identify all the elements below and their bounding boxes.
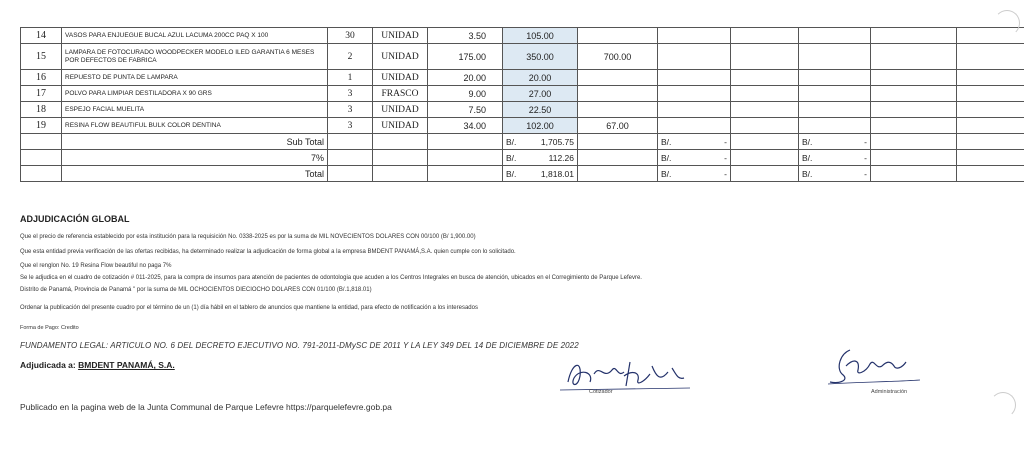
- item-unit-price: 7.50: [428, 102, 503, 118]
- summary-amount-2: [658, 134, 731, 150]
- currency: B/.: [661, 136, 672, 147]
- empty-cell: [871, 86, 957, 102]
- empty-cell: [871, 150, 957, 166]
- dash: -: [724, 136, 727, 147]
- empty-cell: [328, 166, 373, 182]
- item-description: RESINA FLOW BEAUTIFUL BULK COLOR DENTINA: [62, 118, 328, 134]
- item-total: 102.00: [503, 118, 578, 134]
- summary-amount: [503, 150, 578, 166]
- item-description: REPUESTO DE PUNTA DE LAMPARA: [62, 70, 328, 86]
- item-unit: UNIDAD: [373, 28, 428, 44]
- paragraph: Distrito de Panamá, Provincia de Panamá " por la suma de MIL OCHOCIENTOS DIECIOCHO DOLARES CON 01/100 (B/.1,818.01): [20, 287, 372, 293]
- empty-cell: [799, 118, 871, 134]
- empty-cell: [578, 150, 658, 166]
- paragraph: Que el precio de referencia establecido por esta institución para la requisición No. 0338-2025 es por la suma de MIL NOVECIENTOS DOLARES CON 00/100 (B/ 1,900.00): [20, 234, 476, 240]
- paragraph: Ordenar la publicación del presente cuadro por el término de un (1) día hábil en el tablero de anuncios que mantiene la entidad, para efecto de notificación a los interesados: [20, 305, 478, 311]
- administracion-signature: [820, 344, 930, 390]
- empty-cell: [871, 70, 957, 86]
- item-quantity: 1: [328, 70, 373, 86]
- item-description: ESPEJO FACIAL MUELITA: [62, 102, 328, 118]
- amount: 112.26: [548, 152, 574, 163]
- awarded-company: BMDENT PANAMÁ, S.A.: [78, 360, 175, 370]
- item-unit: FRASCO: [373, 86, 428, 102]
- item-extra-value: 700.00: [578, 44, 658, 70]
- awarded-to: [20, 360, 175, 370]
- empty-cell: [957, 86, 1024, 102]
- empty-cell: [658, 28, 731, 44]
- empty-cell: [658, 118, 731, 134]
- currency: B/.: [802, 152, 813, 163]
- empty-cell: [871, 118, 957, 134]
- item-quantity: 30: [328, 28, 373, 44]
- empty-cell: [957, 70, 1024, 86]
- currency: B/.: [506, 168, 517, 179]
- table-row: [21, 70, 1024, 86]
- empty-cell: [871, 166, 957, 182]
- currency: B/.: [661, 152, 672, 163]
- empty-cell: [428, 166, 503, 182]
- dash: -: [864, 136, 867, 147]
- item-unit-price: 34.00: [428, 118, 503, 134]
- currency: B/.: [802, 136, 813, 147]
- currency: B/.: [661, 168, 672, 179]
- empty-cell: [373, 134, 428, 150]
- item-quantity: 3: [328, 118, 373, 134]
- empty-cell: [731, 134, 799, 150]
- empty-cell: [328, 134, 373, 150]
- summary-amount-3: [799, 134, 871, 150]
- page-curl-decoration: [994, 10, 1020, 36]
- amount: 1,705.75: [540, 136, 574, 147]
- table-row: [21, 44, 1024, 70]
- summary-amount-3: [799, 150, 871, 166]
- empty-cell: [731, 44, 799, 70]
- empty-cell: [428, 150, 503, 166]
- legal-basis: FUNDAMENTO LEGAL: ARTICULO NO. 6 DEL DECRETO EJECUTIVO NO. 791-2011-DMySC DE 2011 Y LA LEY 349 DEL 14 DE DICIEMBRE DE 2022: [20, 341, 579, 350]
- empty-cell: [731, 166, 799, 182]
- summary-amount: [503, 134, 578, 150]
- item-quantity: 3: [328, 86, 373, 102]
- summary-row: [21, 150, 1024, 166]
- summary-amount: [503, 166, 578, 182]
- item-total: 20.00: [503, 70, 578, 86]
- empty-cell: [799, 28, 871, 44]
- paragraph: Se le adjudica en el cuadro de cotización # 011-2025, para la compra de insumos para atención de pacientes de odontologia que acuden a los Centros Integrales en busca de atención, ubicados en el Corregimiento de Parque Lefevre.: [20, 275, 642, 281]
- dash: -: [724, 152, 727, 163]
- publication-note: Publicado en la pagina web de la Junta Communal de Parque Lefevre https://parquelefevre.gob.pa: [20, 402, 392, 412]
- empty-cell: [428, 134, 503, 150]
- table-row: [21, 102, 1024, 118]
- item-total: 22.50: [503, 102, 578, 118]
- empty-cell: [799, 86, 871, 102]
- dash: -: [724, 168, 727, 179]
- empty-cell: [957, 166, 1024, 182]
- item-unit-price: 175.00: [428, 44, 503, 70]
- page-curl-decoration: [990, 392, 1016, 418]
- item-quantity: 3: [328, 102, 373, 118]
- item-extra-value: [578, 86, 658, 102]
- empty-cell: [799, 102, 871, 118]
- empty-cell: [957, 102, 1024, 118]
- item-unit: UNIDAD: [373, 70, 428, 86]
- item-number: 18: [21, 102, 62, 118]
- empty-cell: [871, 102, 957, 118]
- empty-cell: [21, 150, 62, 166]
- currency: B/.: [802, 168, 813, 179]
- item-unit: UNIDAD: [373, 44, 428, 70]
- table-row: [21, 118, 1024, 134]
- summary-amount-2: [658, 166, 731, 182]
- item-total: 105.00: [503, 28, 578, 44]
- summary-label: Total: [62, 166, 328, 182]
- empty-cell: [21, 166, 62, 182]
- empty-cell: [799, 44, 871, 70]
- item-extra-value: [578, 70, 658, 86]
- empty-cell: [871, 134, 957, 150]
- summary-row: [21, 166, 1024, 182]
- item-unit: UNIDAD: [373, 118, 428, 134]
- empty-cell: [731, 28, 799, 44]
- summary-label: Sub Total: [62, 134, 328, 150]
- section-heading: ADJUDICACIÓN GLOBAL: [20, 214, 130, 224]
- item-extra-value: 67.00: [578, 118, 658, 134]
- item-quantity: 2: [328, 44, 373, 70]
- empty-cell: [373, 166, 428, 182]
- paragraph: Que el renglon No. 19 Resina Flow beautiful no paga 7%: [20, 263, 172, 269]
- paragraph: Que esta entidad previa verificación de las ofertas recibidas, ha determinado realizar la adjudicación de forma global a la empresa BMDENT PANAMÁ,S.A. quien cumple con lo solicitado.: [20, 249, 516, 255]
- table-row: [21, 28, 1024, 44]
- empty-cell: [658, 102, 731, 118]
- summary-row: [21, 134, 1024, 150]
- empty-cell: [21, 134, 62, 150]
- summary-amount-2: [658, 150, 731, 166]
- item-extra-value: [578, 28, 658, 44]
- summary-amount-3: [799, 166, 871, 182]
- item-number: 17: [21, 86, 62, 102]
- empty-cell: [578, 166, 658, 182]
- item-number: 15: [21, 44, 62, 70]
- empty-cell: [658, 44, 731, 70]
- currency: B/.: [506, 136, 517, 147]
- item-total: 27.00: [503, 86, 578, 102]
- empty-cell: [658, 70, 731, 86]
- item-total: 350.00: [503, 44, 578, 70]
- empty-cell: [799, 70, 871, 86]
- table-row: [21, 86, 1024, 102]
- item-number: 16: [21, 70, 62, 86]
- empty-cell: [957, 134, 1024, 150]
- currency: B/.: [506, 152, 517, 163]
- empty-cell: [871, 28, 957, 44]
- items-table: [20, 27, 1024, 182]
- empty-cell: [957, 118, 1024, 134]
- item-extra-value: [578, 102, 658, 118]
- empty-cell: [658, 86, 731, 102]
- item-unit: UNIDAD: [373, 102, 428, 118]
- empty-cell: [731, 118, 799, 134]
- empty-cell: [871, 44, 957, 70]
- empty-cell: [731, 102, 799, 118]
- item-description: VASOS PARA ENJUEGUE BUCAL AZUL LACUMA 200CC PAQ X 100: [62, 28, 328, 44]
- empty-cell: [373, 150, 428, 166]
- empty-cell: [328, 150, 373, 166]
- dash: -: [864, 152, 867, 163]
- empty-cell: [957, 44, 1024, 70]
- item-number: 14: [21, 28, 62, 44]
- amount: 1,818.01: [540, 168, 574, 179]
- payment-terms: Forma de Pago: Credito: [20, 325, 79, 331]
- item-unit-price: 9.00: [428, 86, 503, 102]
- empty-cell: [957, 150, 1024, 166]
- item-description: POLVO PARA LIMPIAR DESTILADORA X 90 GRS: [62, 86, 328, 102]
- cotizador-signature: [560, 352, 700, 394]
- dash: -: [864, 168, 867, 179]
- item-unit-price: 3.50: [428, 28, 503, 44]
- cotizador-label: Cotizador: [589, 389, 613, 395]
- empty-cell: [731, 70, 799, 86]
- item-number: 19: [21, 118, 62, 134]
- awarded-label: Adjudicada a:: [20, 360, 79, 370]
- summary-label: 7%: [62, 150, 328, 166]
- empty-cell: [578, 134, 658, 150]
- item-description: LAMPARA DE FOTOCURADO WOODPECKER MODELO ILED GARANTIA 6 MESES POR DEFECTOS DE FABRICA: [62, 44, 328, 70]
- empty-cell: [731, 86, 799, 102]
- administracion-label: Administración: [871, 389, 908, 395]
- item-unit-price: 20.00: [428, 70, 503, 86]
- empty-cell: [731, 150, 799, 166]
